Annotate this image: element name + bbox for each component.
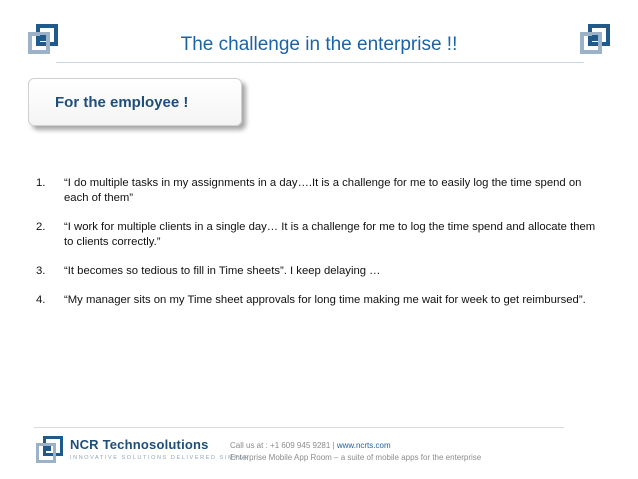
- website-link[interactable]: www.ncrts.com: [336, 441, 391, 450]
- brand-name: NCR Technosolutions: [70, 437, 209, 452]
- footer-divider: [34, 427, 564, 428]
- footer-brand: [70, 437, 249, 461]
- item-text: “It becomes so tedious to fill in Time sheets”. I keep delaying …: [64, 265, 381, 277]
- footer-contact: [230, 440, 481, 464]
- list-item: [36, 220, 596, 250]
- challenge-list: [36, 176, 596, 322]
- item-text: “I work for multiple clients in a single day… It is a challenge for me to log the time spend and allocate them to clients correctly.”: [64, 221, 596, 248]
- item-number: 1.: [36, 177, 46, 189]
- section-badge: [28, 78, 242, 126]
- section-label: For the employee !: [55, 93, 189, 111]
- slide-title: The challenge in the enterprise !!: [180, 34, 458, 55]
- list-item: [36, 293, 596, 308]
- item-number: 3.: [36, 265, 46, 277]
- list-item: [36, 176, 596, 206]
- call-text: Call us at : +1 609 945 9281 |: [230, 441, 337, 450]
- footer-subline: Enterprise Mobile App Room – a suite of mobile apps for the enterprise: [230, 453, 482, 462]
- item-number: 2.: [36, 221, 46, 233]
- list-item: [36, 264, 596, 279]
- item-number: 4.: [36, 294, 46, 306]
- item-text: “I do multiple tasks in my assignments in a day….It is a challenge for me to easily log the time spend on each of them”: [64, 177, 582, 204]
- title-divider: [56, 62, 584, 63]
- brand-tagline: INNOVATIVE SOLUTIONS DELIVERED SIMPLE: [70, 455, 250, 461]
- item-text: “My manager sits on my Time sheet approvals for long time making me wait for week to get reimbursed”.: [64, 294, 586, 306]
- footer-logo-icon: [36, 436, 66, 466]
